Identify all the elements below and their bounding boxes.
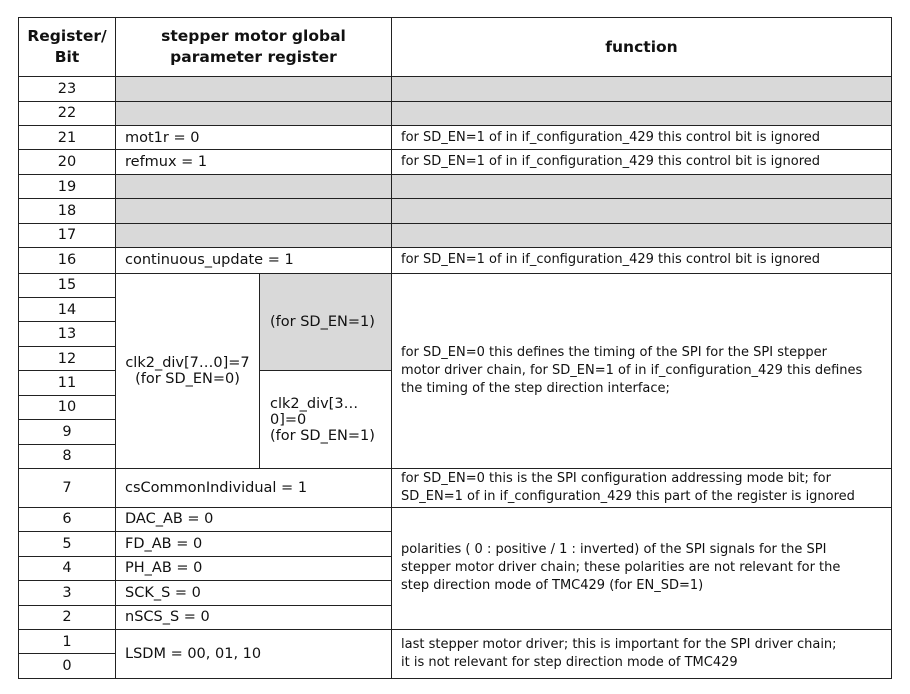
bit-cell: 21 [19,125,116,149]
desc-cell: FD_AB = 0 [116,532,392,556]
pol-func-line3: step direction mode of TMC429 (for EN_SD=1) [401,578,704,594]
bit-cell: 7 [19,469,116,508]
desc-cell: csCommonIndividual = 1 [116,469,392,508]
func-cell-empty [392,101,892,125]
bit-cell: 0 [19,654,116,679]
header-row [19,18,892,77]
desc-cell-empty [116,199,392,223]
bit-cell: 3 [19,581,116,605]
cs-func-line2: SD_EN=1 of in if_configuration_429 this part of the register is ignored [401,488,855,504]
table-row [19,469,892,508]
register-table [18,17,892,679]
bit-cell: 18 [19,199,116,223]
header-register-bit [19,18,116,77]
desc-cell: mot1r = 0 [116,125,392,149]
bit-cell: 14 [19,298,116,322]
desc-cell-empty [116,174,392,198]
desc-cell-empty [116,101,392,125]
bit-cell: 9 [19,420,116,444]
desc-cell: DAC_AB = 0 [116,507,392,531]
clk2-div-lower-line1: clk2_div[3…0]=0 [270,395,359,428]
desc-cell: PH_AB = 0 [116,556,392,580]
desc-cell: refmux = 1 [116,150,392,174]
func-cell-empty [392,174,892,198]
bit-cell: 6 [19,507,116,531]
bit-cell: 17 [19,223,116,247]
clk2-div-lower-cell [260,371,392,469]
clk2-div-func-cell [392,273,892,469]
bit-cell: 15 [19,273,116,297]
clk2-func-line3: the timing of the step direction interface; [401,380,670,396]
bit-cell: 10 [19,395,116,419]
lsdm-func-cell [392,629,892,678]
table-row [19,174,892,198]
func-cell-empty [392,199,892,223]
header-register-line2: Bit [54,48,80,67]
pol-func-line2: stepper motor driver chain; these polarities are not relevant for the [401,560,841,576]
bit-cell: 19 [19,174,116,198]
func-cell: for SD_EN=1 of in if_configuration_429 this control bit is ignored [392,248,892,273]
bit-cell: 11 [19,371,116,395]
table-row [19,223,892,247]
bit-cell: 16 [19,248,116,273]
bit-cell: 2 [19,605,116,629]
bit-cell: 8 [19,444,116,468]
clk2-div-main-line1: clk2_div[7…0]=7 [125,354,250,371]
lsdm-func-line2: it is not relevant for step direction mode of TMC429 [401,654,738,670]
func-cell-empty [392,223,892,247]
table-row [19,629,892,653]
cs-func-cell [392,469,892,508]
clk2-div-main-cell [116,273,260,469]
bit-cell: 12 [19,346,116,370]
clk2-div-lower-line2: (for SD_EN=1) [270,427,375,444]
header-function: function [392,18,892,77]
clk2-func-line1: for SD_EN=0 this defines the timing of the SPI for the SPI stepper [401,344,827,360]
cs-func-line1: for SD_EN=0 this is the SPI configuration addressing mode bit; for [401,470,831,486]
desc-cell: nSCS_S = 0 [116,605,392,629]
table-row [19,77,892,101]
desc-cell-empty [116,77,392,101]
header-register-line1: Register/ [27,27,107,46]
table-row [19,150,892,174]
bit-cell: 1 [19,629,116,653]
func-cell: for SD_EN=1 of in if_configuration_429 this control bit is ignored [392,125,892,149]
bit-cell: 22 [19,101,116,125]
func-cell-empty [392,77,892,101]
header-parameter-register [116,18,392,77]
lsdm-desc-cell: LSDM = 00, 01, 10 [116,629,392,678]
bit-cell: 20 [19,150,116,174]
bit-cell: 5 [19,532,116,556]
lsdm-func-line1: last stepper motor driver; this is important for the SPI driver chain; [401,636,837,652]
polarities-func-cell [392,507,892,629]
bit-cell: 23 [19,77,116,101]
desc-cell-empty [116,223,392,247]
header-param-line2: parameter register [170,48,337,67]
desc-cell: SCK_S = 0 [116,581,392,605]
clk2-func-line2: motor driver chain, for SD_EN=1 of in if_configuration_429 this defines [401,362,863,378]
table-row [19,125,892,149]
table-row [19,507,892,531]
bit-cell: 4 [19,556,116,580]
func-cell: for SD_EN=1 of in if_configuration_429 this control bit is ignored [392,150,892,174]
desc-cell: continuous_update = 1 [116,248,392,273]
table-row [19,248,892,273]
table-row [19,199,892,223]
header-param-line1: stepper motor global [161,27,346,46]
table-row [19,101,892,125]
clk2-div-upper-cell: (for SD_EN=1) [260,273,392,371]
pol-func-line1: polarities ( 0 : positive / 1 : inverted) of the SPI signals for the SPI [401,542,827,558]
bit-cell: 13 [19,322,116,346]
table-row [19,273,892,297]
clk2-div-main-line2: (for SD_EN=0) [135,370,240,387]
